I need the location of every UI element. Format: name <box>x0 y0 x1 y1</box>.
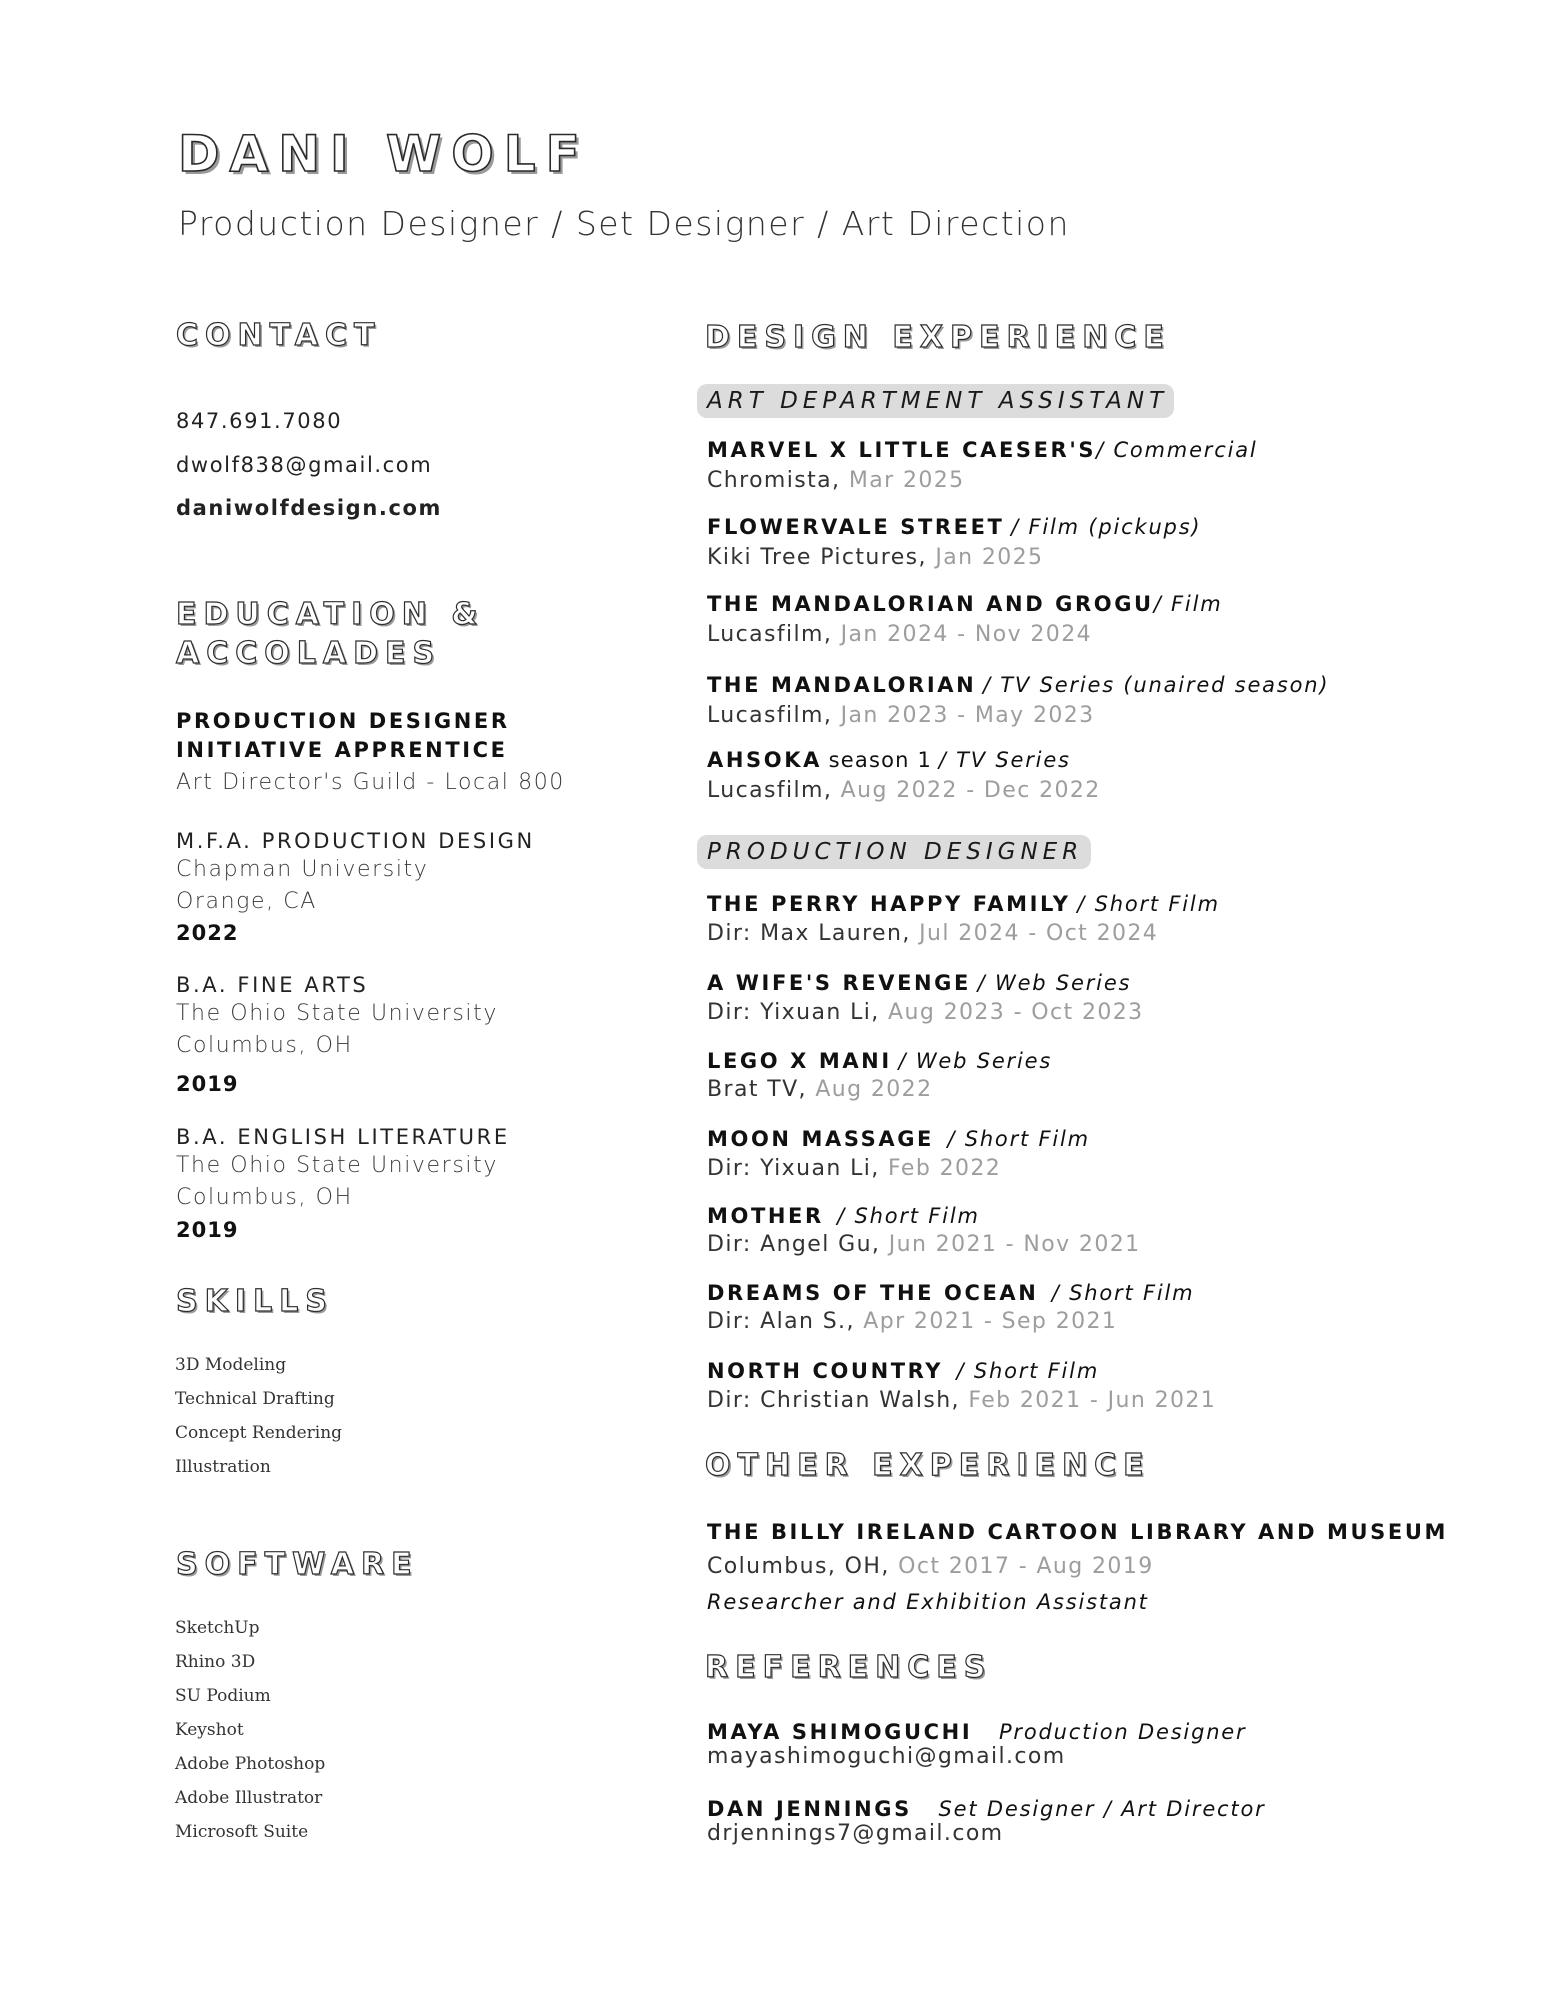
job-sub-row <box>707 1387 1216 1415</box>
job-kind: / Short Film <box>1051 1281 1195 1305</box>
edu-institution: Art Director's Guild - Local 800 <box>176 770 565 795</box>
job-kind: / Web Series <box>977 971 1132 995</box>
reference-email[interactable]: mayashimoguchi@gmail.com <box>707 1744 1066 1769</box>
job-dates: Feb 2021 - Jun 2021 <box>968 1388 1217 1413</box>
job-dates: Aug 2022 <box>815 1077 933 1102</box>
job-title-row <box>707 590 1222 618</box>
job-title-row <box>707 1518 1448 1546</box>
job-title: THE MANDALORIAN AND GROGU <box>707 592 1154 616</box>
job-company: Chromista, <box>707 468 841 493</box>
reference-row <box>707 1718 1246 1746</box>
edu-location: Columbus, OH <box>176 1033 353 1058</box>
software-item: Microsoft Suite <box>175 1822 309 1842</box>
job-title: MARVEL X LITTLE CAESER'S <box>707 438 1097 462</box>
job-title: LEGO X MANI <box>707 1049 892 1073</box>
job-title-row <box>707 1357 1099 1385</box>
skill-item: Concept Rendering <box>175 1423 343 1443</box>
job-sub-row <box>707 777 1101 805</box>
job-role: Researcher and Exhibition Assistant <box>707 1590 1149 1614</box>
job-title: AHSOKA <box>707 748 822 772</box>
job-title: DREAMS OF THE OCEAN <box>707 1281 1039 1305</box>
software-item: Keyshot <box>175 1720 244 1740</box>
contact-email[interactable]: dwolf838@gmail.com <box>176 453 433 477</box>
job-title-row <box>707 969 1131 997</box>
job-title-row <box>707 513 1201 541</box>
job-sub-row <box>707 702 1095 730</box>
job-company: Lucasfilm, <box>707 622 833 647</box>
job-title-row <box>707 1202 980 1230</box>
contact-website[interactable]: daniwolfdesign.com <box>176 496 443 520</box>
edu-year: 2019 <box>176 1072 239 1096</box>
job-title-extra: season 1 <box>828 748 933 772</box>
job-dates: Jan 2025 <box>935 545 1044 570</box>
job-kind: / Web Series <box>898 1049 1053 1073</box>
job-sub-row <box>707 920 1158 948</box>
job-title: FLOWERVALE STREET <box>707 515 1005 539</box>
job-company: Lucasfilm, <box>707 703 833 728</box>
job-dates: Aug 2022 - Dec 2022 <box>840 778 1101 803</box>
job-sub-row <box>707 467 965 495</box>
software-item: Adobe Photoshop <box>175 1754 326 1774</box>
edu-location: Orange, CA <box>176 889 317 914</box>
job-title: MOTHER <box>707 1204 824 1228</box>
job-kind: / Short Film <box>837 1204 980 1228</box>
reference-email[interactable]: drjennings7@gmail.com <box>707 1821 1004 1846</box>
job-kind: / Commercial <box>1096 438 1258 462</box>
edu-year: 2022 <box>176 921 239 945</box>
job-company: Dir: Yixuan Li, <box>707 1156 880 1181</box>
job-sub-row <box>707 1231 1141 1259</box>
job-title-row <box>707 671 1329 699</box>
edu-institution: The Ohio State University <box>176 1001 498 1026</box>
job-company: Dir: Max Lauren, <box>707 921 911 946</box>
job-sub-row <box>707 1155 1001 1183</box>
job-kind: / TV Series <box>938 748 1071 772</box>
job-dates: Mar 2025 <box>848 468 965 493</box>
skills-heading: SKILLS <box>176 1284 334 1319</box>
resume-name: DANI WOLF <box>178 125 590 183</box>
software-item: Rhino 3D <box>175 1652 256 1672</box>
job-sub-row <box>707 1076 932 1104</box>
skill-item: Technical Drafting <box>175 1389 335 1409</box>
job-company: Lucasfilm, <box>707 778 833 803</box>
job-title-row <box>707 1047 1052 1075</box>
job-dates: Jan 2024 - Nov 2024 <box>840 622 1092 647</box>
job-company: Kiki Tree Pictures, <box>707 545 927 570</box>
job-kind: / Short Film <box>1077 892 1220 916</box>
software-item: Adobe Illustrator <box>175 1788 323 1808</box>
job-sub-row <box>707 1308 1117 1336</box>
job-title-row <box>707 436 1258 464</box>
education-heading-line1: EDUCATION & <box>176 597 485 632</box>
software-item: SU Podium <box>175 1686 271 1706</box>
edu-year: 2019 <box>176 1218 239 1242</box>
job-location: Columbus, OH, <box>707 1554 890 1579</box>
resume-subtitle: Production Designer / Set Designer / Art Direction <box>178 204 1070 243</box>
job-dates: Jan 2023 - May 2023 <box>840 703 1095 728</box>
job-title: THE BILLY IRELAND CARTOON LIBRARY AND MUSEUM <box>707 1520 1448 1544</box>
job-sub-row <box>707 544 1043 572</box>
skill-item: 3D Modeling <box>175 1355 287 1375</box>
reference-role: Production Designer <box>998 1720 1247 1744</box>
group-label-production-designer: PRODUCTION DESIGNER <box>697 835 1091 869</box>
job-dates: Jun 2021 - Nov 2021 <box>888 1232 1141 1257</box>
job-title: THE PERRY HAPPY FAMILY <box>707 892 1071 916</box>
edu-title: B.A. ENGLISH LITERATURE <box>176 1125 510 1149</box>
job-title: NORTH COUNTRY <box>707 1359 944 1383</box>
job-sub-row <box>707 1553 1154 1581</box>
job-title-row <box>707 1125 1090 1153</box>
reference-name: DAN JENNINGS <box>707 1797 912 1821</box>
edu-title: INITIATIVE APPRENTICE <box>176 738 508 762</box>
job-dates: Jul 2024 - Oct 2024 <box>919 921 1159 946</box>
job-dates: Feb 2022 <box>888 1156 1002 1181</box>
job-dates: Aug 2023 - Oct 2023 <box>888 1000 1144 1025</box>
group-label-art-department-assistant: ART DEPARTMENT ASSISTANT <box>697 384 1174 418</box>
job-title-row <box>707 890 1220 918</box>
job-company: Dir: Alan S., <box>707 1309 855 1334</box>
software-heading: SOFTWARE <box>176 1547 419 1582</box>
job-company: Brat TV, <box>707 1077 807 1102</box>
references-heading: REFERENCES <box>705 1650 993 1685</box>
job-kind: / Short Film <box>947 1127 1090 1151</box>
edu-title: M.F.A. PRODUCTION DESIGN <box>176 829 535 853</box>
job-role-row <box>707 1588 1149 1616</box>
other-experience-heading: OTHER EXPERIENCE <box>705 1448 1151 1483</box>
job-kind: / Film <box>1153 592 1223 616</box>
edu-title: B.A. FINE ARTS <box>176 973 369 997</box>
job-title-row <box>707 746 1071 774</box>
job-title: THE MANDALORIAN <box>707 673 977 697</box>
job-title: A WIFE'S REVENGE <box>707 971 971 995</box>
design-experience-heading: DESIGN EXPERIENCE <box>705 320 1171 355</box>
job-kind: / Film (pickups) <box>1011 515 1202 539</box>
job-sub-row <box>707 999 1144 1027</box>
education-heading-line2: ACCOLADES <box>176 636 442 671</box>
contact-phone: 847.691.7080 <box>176 409 343 433</box>
job-kind: / Short Film <box>956 1359 1100 1383</box>
job-company: Dir: Yixuan Li, <box>707 1000 880 1025</box>
reference-row <box>707 1795 1266 1823</box>
job-title-row <box>707 1279 1194 1307</box>
job-dates: Oct 2017 - Aug 2019 <box>898 1554 1154 1579</box>
job-company: Dir: Christian Walsh, <box>707 1388 960 1413</box>
job-sub-row <box>707 621 1092 649</box>
skill-item: Illustration <box>175 1457 271 1477</box>
contact-heading: CONTACT <box>176 318 382 353</box>
edu-location: Columbus, OH <box>176 1185 353 1210</box>
job-dates: Apr 2021 - Sep 2021 <box>863 1309 1118 1334</box>
edu-title: PRODUCTION DESIGNER <box>176 709 510 733</box>
edu-institution: The Ohio State University <box>176 1153 498 1178</box>
reference-role: Set Designer / Art Director <box>938 1797 1266 1821</box>
reference-name: MAYA SHIMOGUCHI <box>707 1720 973 1744</box>
software-item: SketchUp <box>175 1618 260 1638</box>
job-title: MOON MASSAGE <box>707 1127 934 1151</box>
job-kind: / TV Series (unaired season) <box>982 673 1330 697</box>
edu-institution: Chapman University <box>176 857 429 882</box>
job-company: Dir: Angel Gu, <box>707 1232 881 1257</box>
